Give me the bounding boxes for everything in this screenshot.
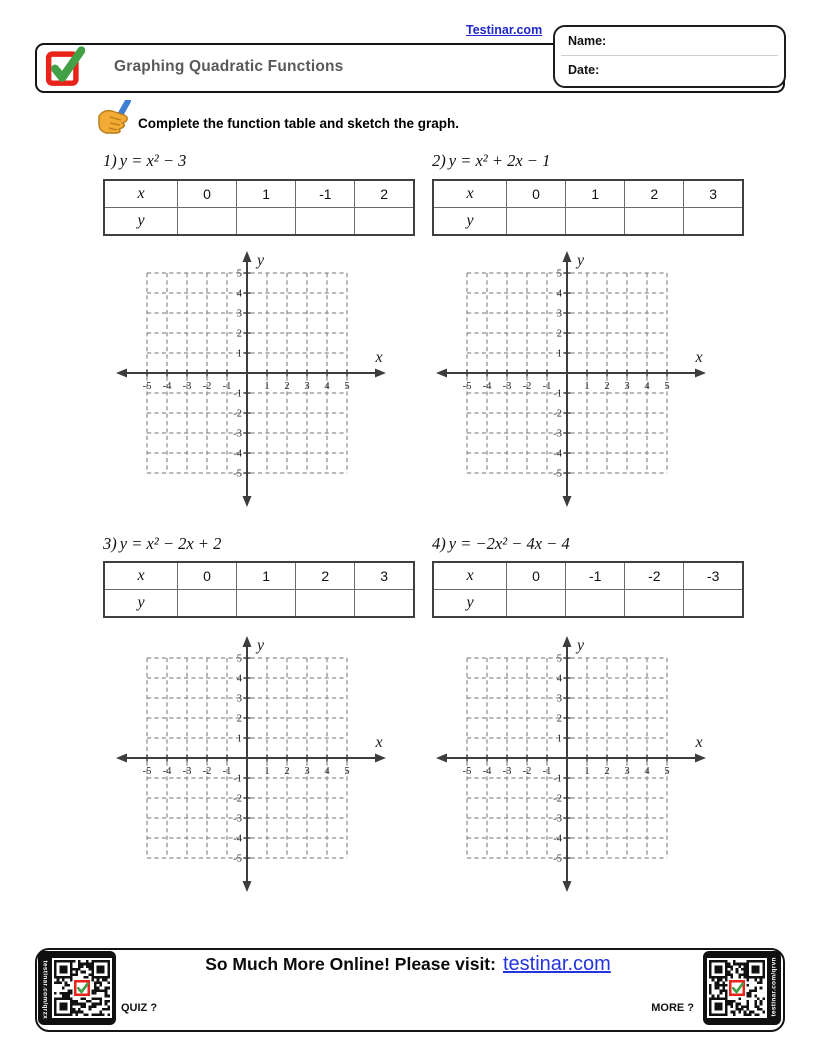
svg-text:-2: -2 bbox=[233, 408, 242, 420]
svg-text:2: 2 bbox=[556, 328, 562, 340]
svg-text:3: 3 bbox=[304, 766, 310, 777]
table-y-answer-cell bbox=[684, 208, 743, 236]
svg-text:-2: -2 bbox=[522, 381, 532, 392]
table-y-answer-cell bbox=[355, 590, 414, 618]
svg-text:5: 5 bbox=[664, 766, 670, 777]
svg-text:-3: -3 bbox=[182, 381, 192, 392]
svg-text:-2: -2 bbox=[233, 793, 242, 805]
table-y-answer-cell bbox=[296, 590, 355, 618]
coordinate-grid-2 bbox=[429, 248, 713, 510]
qr-left-image bbox=[52, 958, 112, 1018]
svg-text:-2: -2 bbox=[202, 381, 212, 392]
svg-text:4: 4 bbox=[324, 381, 330, 392]
table-x-value-cell: 1 bbox=[566, 180, 625, 208]
svg-text:-3: -3 bbox=[233, 428, 242, 440]
svg-text:4: 4 bbox=[556, 673, 562, 685]
svg-text:4: 4 bbox=[236, 673, 242, 685]
table-y-answer-cell bbox=[178, 208, 237, 236]
problem-4-equation: y = −2x² − 4x − 4 bbox=[448, 534, 570, 553]
svg-text:-5: -5 bbox=[553, 853, 562, 865]
qr-code-more bbox=[703, 951, 781, 1025]
table-x-value-cell: -2 bbox=[625, 562, 684, 590]
svg-text:3: 3 bbox=[236, 693, 242, 705]
svg-text:4: 4 bbox=[236, 288, 242, 300]
table-y-answer-cell bbox=[507, 590, 566, 618]
svg-text:-1: -1 bbox=[233, 388, 242, 400]
qr-code-quiz bbox=[38, 951, 116, 1025]
svg-text:2: 2 bbox=[604, 381, 610, 392]
svg-text:-5: -5 bbox=[462, 381, 472, 392]
svg-text:-3: -3 bbox=[553, 813, 562, 825]
svg-text:-1: -1 bbox=[553, 773, 562, 785]
problem-4-number: 4) bbox=[432, 534, 446, 553]
svg-text:-5: -5 bbox=[553, 468, 562, 480]
svg-text:4: 4 bbox=[324, 766, 330, 777]
table-y-answer-cell bbox=[684, 590, 743, 618]
table-variable-cell: x bbox=[104, 180, 178, 208]
svg-text:5: 5 bbox=[556, 653, 562, 665]
svg-text:-1: -1 bbox=[553, 388, 562, 400]
svg-text:1: 1 bbox=[556, 348, 562, 360]
svg-text:-3: -3 bbox=[233, 813, 242, 825]
svg-text:x: x bbox=[695, 734, 703, 751]
coordinate-grid-1 bbox=[109, 248, 393, 510]
table-x-value-cell: 3 bbox=[355, 562, 414, 590]
svg-text:-3: -3 bbox=[502, 381, 512, 392]
svg-text:3: 3 bbox=[556, 693, 562, 705]
table-y-answer-cell bbox=[507, 208, 566, 236]
table-y-answer-cell bbox=[237, 208, 296, 236]
problem-1-equation: y = x² − 3 bbox=[119, 151, 187, 170]
svg-text:y: y bbox=[577, 252, 585, 269]
table-variable-cell: y bbox=[433, 208, 507, 236]
svg-text:x: x bbox=[375, 349, 383, 366]
name-label: Name: bbox=[568, 34, 607, 48]
table-x-value-cell: -1 bbox=[296, 180, 355, 208]
table-x-value-cell: 0 bbox=[507, 180, 566, 208]
svg-text:-1: -1 bbox=[222, 381, 232, 392]
svg-text:-5: -5 bbox=[142, 766, 152, 777]
function-table-2 bbox=[432, 179, 744, 236]
svg-text:-2: -2 bbox=[553, 793, 562, 805]
table-variable-cell: y bbox=[433, 590, 507, 618]
problem-4-label bbox=[432, 534, 570, 554]
table-x-value-cell: 1 bbox=[237, 562, 296, 590]
quiz-label: QUIZ ? bbox=[121, 1002, 158, 1014]
problem-3-number: 3) bbox=[103, 534, 117, 553]
svg-text:1: 1 bbox=[264, 766, 270, 777]
svg-text:2: 2 bbox=[284, 766, 290, 777]
svg-text:1: 1 bbox=[584, 766, 590, 777]
svg-text:-4: -4 bbox=[482, 766, 492, 777]
svg-text:-4: -4 bbox=[482, 381, 492, 392]
svg-text:-1: -1 bbox=[542, 766, 552, 777]
svg-text:5: 5 bbox=[236, 268, 242, 280]
table-y-answer-cell bbox=[178, 590, 237, 618]
table-x-value-cell: -1 bbox=[566, 562, 625, 590]
testinar-link[interactable]: Testinar.com bbox=[466, 23, 543, 37]
svg-text:-4: -4 bbox=[162, 766, 172, 777]
problem-3-equation: y = x² − 2x + 2 bbox=[119, 534, 222, 553]
svg-text:4: 4 bbox=[644, 766, 650, 777]
problem-2-equation: y = x² + 2x − 1 bbox=[448, 151, 551, 170]
svg-text:x: x bbox=[695, 349, 703, 366]
svg-text:4: 4 bbox=[644, 381, 650, 392]
svg-text:-4: -4 bbox=[162, 381, 172, 392]
name-date-box bbox=[553, 25, 786, 88]
table-x-value-cell: 3 bbox=[684, 180, 743, 208]
table-x-value-cell: 2 bbox=[296, 562, 355, 590]
svg-text:1: 1 bbox=[236, 733, 242, 745]
table-x-value-cell: 0 bbox=[507, 562, 566, 590]
svg-text:3: 3 bbox=[556, 308, 562, 320]
instruction-text: Complete the function table and sketch the graph. bbox=[138, 116, 460, 131]
footer-message-text: So Much More Online! Please visit: bbox=[205, 954, 496, 974]
table-y-answer-cell bbox=[566, 590, 625, 618]
svg-text:y: y bbox=[257, 252, 265, 269]
svg-text:3: 3 bbox=[236, 308, 242, 320]
table-variable-cell: x bbox=[433, 562, 507, 590]
problem-2-label bbox=[432, 151, 550, 171]
svg-text:1: 1 bbox=[584, 381, 590, 392]
svg-text:-4: -4 bbox=[553, 448, 562, 460]
svg-text:-5: -5 bbox=[142, 381, 152, 392]
svg-text:1: 1 bbox=[556, 733, 562, 745]
svg-text:3: 3 bbox=[304, 381, 310, 392]
svg-text:1: 1 bbox=[236, 348, 242, 360]
svg-text:2: 2 bbox=[556, 713, 562, 725]
svg-text:-1: -1 bbox=[542, 381, 552, 392]
checkbox-logo-icon bbox=[45, 42, 85, 88]
svg-text:-4: -4 bbox=[233, 833, 242, 845]
svg-text:4: 4 bbox=[556, 288, 562, 300]
table-x-value-cell: 2 bbox=[625, 180, 684, 208]
table-variable-cell: x bbox=[433, 180, 507, 208]
table-x-value-cell: 1 bbox=[237, 180, 296, 208]
function-table-4 bbox=[432, 561, 744, 618]
table-y-answer-cell bbox=[625, 590, 684, 618]
page-title: Graphing Quadratic Functions bbox=[114, 58, 344, 75]
svg-text:2: 2 bbox=[236, 328, 242, 340]
svg-text:-2: -2 bbox=[553, 408, 562, 420]
svg-text:-5: -5 bbox=[233, 853, 242, 865]
svg-text:-3: -3 bbox=[182, 766, 192, 777]
table-y-answer-cell bbox=[566, 208, 625, 236]
svg-text:y: y bbox=[577, 637, 585, 654]
svg-text:1: 1 bbox=[264, 381, 270, 392]
svg-text:y: y bbox=[257, 637, 265, 654]
table-y-answer-cell bbox=[355, 208, 414, 236]
date-label: Date: bbox=[568, 63, 600, 77]
more-label: MORE ? bbox=[651, 1002, 694, 1014]
svg-text:-1: -1 bbox=[233, 773, 242, 785]
qr-right-caption: testinar.com/qrvn bbox=[770, 957, 778, 1017]
footer-testinar-link[interactable]: testinar.com bbox=[502, 953, 611, 975]
problem-1-number: 1) bbox=[103, 151, 117, 170]
svg-text:-4: -4 bbox=[553, 833, 562, 845]
table-variable-cell: x bbox=[104, 562, 178, 590]
table-x-value-cell: 0 bbox=[178, 180, 237, 208]
svg-text:2: 2 bbox=[284, 381, 290, 392]
svg-text:5: 5 bbox=[344, 381, 350, 392]
svg-text:-3: -3 bbox=[553, 428, 562, 440]
svg-text:5: 5 bbox=[556, 268, 562, 280]
footer-message bbox=[120, 953, 696, 976]
svg-text:x: x bbox=[375, 734, 383, 751]
qr-right-image bbox=[707, 958, 767, 1018]
table-x-value-cell: 0 bbox=[178, 562, 237, 590]
qr-left-caption: testinar.com/qrzx bbox=[41, 960, 49, 1020]
svg-text:-2: -2 bbox=[202, 766, 212, 777]
svg-text:-5: -5 bbox=[462, 766, 472, 777]
table-variable-cell: y bbox=[104, 590, 178, 618]
table-variable-cell: y bbox=[104, 208, 178, 236]
svg-text:2: 2 bbox=[236, 713, 242, 725]
table-x-value-cell: 2 bbox=[355, 180, 414, 208]
problem-1-label bbox=[103, 151, 186, 171]
problem-3-label bbox=[103, 534, 221, 554]
svg-text:3: 3 bbox=[624, 766, 630, 777]
svg-text:3: 3 bbox=[624, 381, 630, 392]
table-x-value-cell: -3 bbox=[684, 562, 743, 590]
svg-text:-5: -5 bbox=[233, 468, 242, 480]
writing-hand-icon bbox=[97, 100, 139, 137]
coordinate-grid-4 bbox=[429, 633, 713, 895]
svg-text:-3: -3 bbox=[502, 766, 512, 777]
problem-2-number: 2) bbox=[432, 151, 446, 170]
svg-text:-4: -4 bbox=[233, 448, 242, 460]
svg-text:2: 2 bbox=[604, 766, 610, 777]
function-table-3 bbox=[103, 561, 415, 618]
svg-text:-2: -2 bbox=[522, 766, 532, 777]
table-y-answer-cell bbox=[625, 208, 684, 236]
coordinate-grid-3 bbox=[109, 633, 393, 895]
function-table-1 bbox=[103, 179, 415, 236]
svg-text:5: 5 bbox=[236, 653, 242, 665]
table-y-answer-cell bbox=[237, 590, 296, 618]
svg-text:5: 5 bbox=[344, 766, 350, 777]
table-y-answer-cell bbox=[296, 208, 355, 236]
svg-text:5: 5 bbox=[664, 381, 670, 392]
svg-text:-1: -1 bbox=[222, 766, 232, 777]
